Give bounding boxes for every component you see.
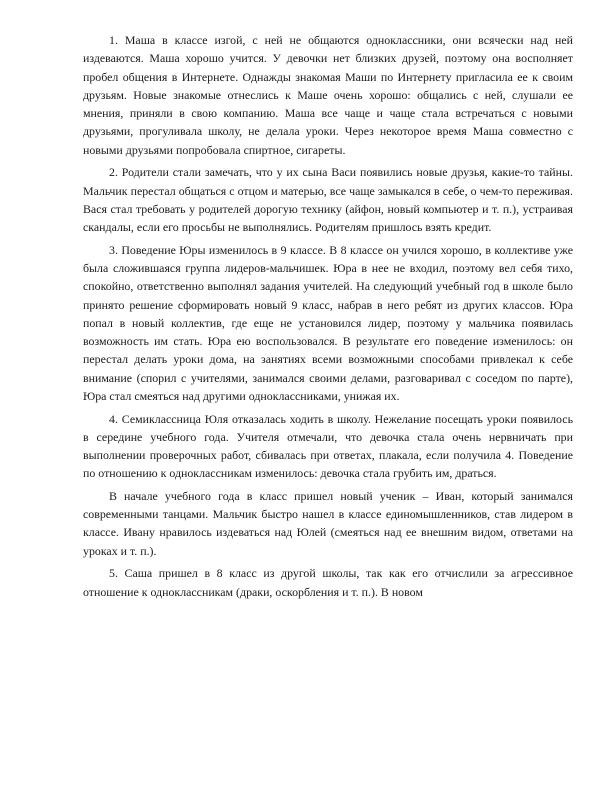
paragraph-1: 1. Маша в классе изгой, с ней не общаются одноклассники, они всячески над ней издеваются. Маша хорошо учится. У девочки нет близких друзей, поэтому она восполняет пробел общения в Интернете. Однажды знакомая Маши по Интернету пригласила ее к своим друзьям. Новые знакомые отнеслись к Маше очень хорошо: общались с ней, слушали ее мнения, приняли в свою компанию. Маша все чаще и чаще стала встречаться с новыми друзьями, прогуливала школу, не делала уроки. Через некоторое время Маша совместно с новыми друзьями попробовала спиртное, сигареты. bbox=[83, 33, 573, 157]
paragraph-4-continuation: В начале учебного года в класс пришел новый ученик – Иван, который занимался современными танцами. Мальчик быстро нашел в классе единомышленников, став лидером в классе. Ивану нравилось издеваться над Юлей (смеяться над ее внешним видом, ответами на уроках и т. п.). bbox=[83, 488, 573, 558]
document-page bbox=[83, 31, 573, 605]
paragraph-2: 2. Родители стали замечать, что у их сына Васи появились новые друзья, какие-то тайны. Мальчик перестал общаться с отцом и матерью, все чаще замыкался в себе, о чем-то переживая. Вася стал требовать у родителей дорогую технику (айфон, новый компьютер и т. п.), устраивая скандалы, если его просьбы не выполнялись. Родителям пришлось взять кредит. bbox=[83, 165, 573, 235]
paragraph-4: 4. Семиклассница Юля отказалась ходить в школу. Нежелание посещать уроки появилось в середине учебного года. Учителя отмечали, что девочка стала очень нервничать при выполнении проверочных работ, сбивалась при ответах, плакала, если получила 4. Поведение по отношению к одноклассникам изменилось: девочка стала грубить им, драться. bbox=[83, 411, 573, 481]
paragraph-3: 3. Поведение Юры изменилось в 9 классе. В 8 классе он учился хорошо, в коллективе уже была сложившаяся группа лидеров-мальчишек. Юра в нее не входил, поэтому вел себя тихо, спокойно, ответственно выполнял задания учителей. На следующий учебный год в школе было принято решение сформировать новый 9 класс, набрав в него ребят из других классов. Юра попал в новый коллектив, где еще не установился лидер, поэтому у мальчика появилась возможность им стать. Юра ею воспользовался. В результате его поведение изменилось: он перестал делать уроки дома, на занятиях всеми возможными способами привлекал к себе внимание (спорил с учителями, занимался своими делами, разговаривал с соседом по парте), Юра стал смеяться над другими одноклассниками, унижая их. bbox=[83, 242, 573, 404]
paragraph-5: 5. Саша пришел в 8 класс из другой школы, так как его отчислили за агрессивное отношение к одноклассникам (драки, оскорбления и т. п.). В новом bbox=[83, 566, 573, 599]
